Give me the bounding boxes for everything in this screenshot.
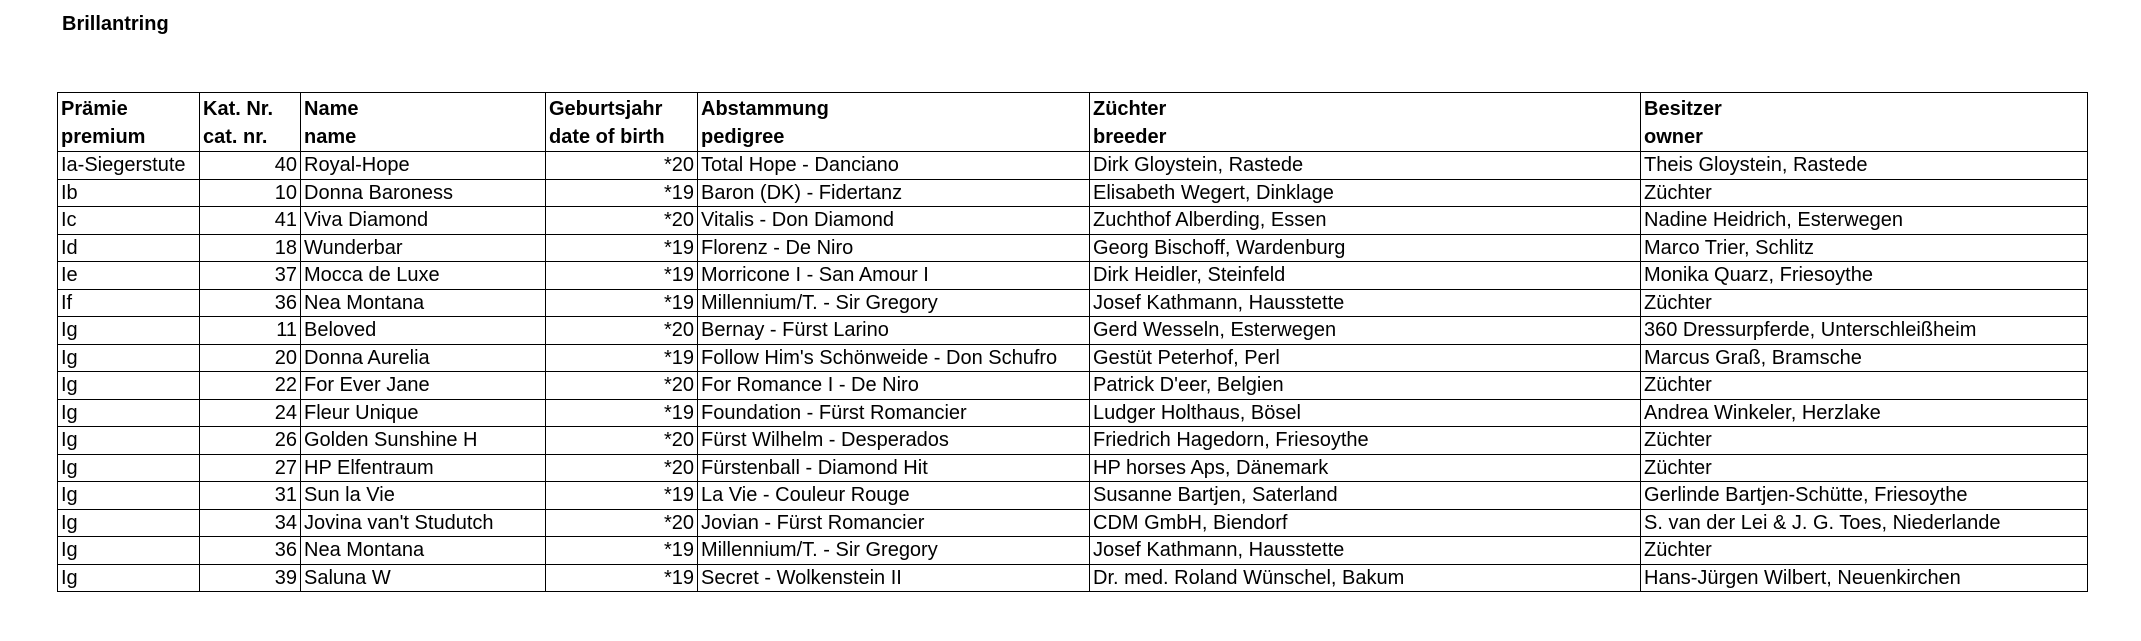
cell-cat-nr: 20 bbox=[200, 344, 301, 372]
header-name-en: name bbox=[304, 126, 357, 148]
header-birth bbox=[546, 93, 698, 152]
cell-birth: *20 bbox=[546, 152, 698, 180]
cell-cat-nr: 39 bbox=[200, 564, 301, 592]
cell-premium: Ig bbox=[58, 482, 200, 510]
cell-premium: Ig bbox=[58, 317, 200, 345]
cell-name: Nea Montana bbox=[301, 537, 546, 565]
cell-cat-nr: 36 bbox=[200, 289, 301, 317]
cell-pedigree: La Vie - Couleur Rouge bbox=[698, 482, 1090, 510]
cell-owner: Züchter bbox=[1641, 537, 2088, 565]
cell-owner: Marco Trier, Schlitz bbox=[1641, 234, 2088, 262]
header-premium-en: premium bbox=[61, 126, 146, 148]
cell-birth: *19 bbox=[546, 399, 698, 427]
cell-pedigree: Fürstenball - Diamond Hit bbox=[698, 454, 1090, 482]
cell-pedigree: Baron (DK) - Fidertanz bbox=[698, 179, 1090, 207]
header-cat-nr bbox=[200, 93, 301, 152]
cell-name: Mocca de Luxe bbox=[301, 262, 546, 290]
cell-breeder: Zuchthof Alberding, Essen bbox=[1090, 207, 1641, 235]
cell-premium: Ic bbox=[58, 207, 200, 235]
cell-pedigree: Total Hope - Danciano bbox=[698, 152, 1090, 180]
cell-birth: *19 bbox=[546, 262, 698, 290]
cell-premium: Ig bbox=[58, 399, 200, 427]
cell-breeder: Dirk Gloystein, Rastede bbox=[1090, 152, 1641, 180]
cell-owner: Theis Gloystein, Rastede bbox=[1641, 152, 2088, 180]
cell-pedigree: Bernay - Fürst Larino bbox=[698, 317, 1090, 345]
document-title: Brillantring bbox=[62, 13, 169, 35]
table-row bbox=[58, 344, 2088, 372]
cell-pedigree: Jovian - Fürst Romancier bbox=[698, 509, 1090, 537]
cell-owner: Züchter bbox=[1641, 427, 2088, 455]
cell-premium: Ig bbox=[58, 372, 200, 400]
table-row bbox=[58, 564, 2088, 592]
cell-name: Wunderbar bbox=[301, 234, 546, 262]
table-row bbox=[58, 262, 2088, 290]
cell-birth: *19 bbox=[546, 537, 698, 565]
header-cat-nr-de: Kat. Nr. bbox=[203, 98, 274, 120]
table-row bbox=[58, 234, 2088, 262]
table-row bbox=[58, 207, 2088, 235]
header-premium bbox=[58, 93, 200, 152]
cell-pedigree: Morricone I - San Amour I bbox=[698, 262, 1090, 290]
cell-breeder: Friedrich Hagedorn, Friesoythe bbox=[1090, 427, 1641, 455]
cell-pedigree: Millennium/T. - Sir Gregory bbox=[698, 289, 1090, 317]
cell-cat-nr: 36 bbox=[200, 537, 301, 565]
cell-name: Jovina van't Studutch bbox=[301, 509, 546, 537]
cell-birth: *19 bbox=[546, 344, 698, 372]
cell-birth: *20 bbox=[546, 454, 698, 482]
cell-cat-nr: 18 bbox=[200, 234, 301, 262]
cell-cat-nr: 40 bbox=[200, 152, 301, 180]
header-pedigree bbox=[698, 93, 1090, 152]
cell-name: Beloved bbox=[301, 317, 546, 345]
cell-name: Fleur Unique bbox=[301, 399, 546, 427]
header-name-de: Name bbox=[304, 98, 359, 120]
cell-breeder: Dr. med. Roland Wünschel, Bakum bbox=[1090, 564, 1641, 592]
header-breeder-en: breeder bbox=[1093, 126, 1167, 148]
cell-breeder: Ludger Holthaus, Bösel bbox=[1090, 399, 1641, 427]
cell-premium: If bbox=[58, 289, 200, 317]
cell-name: Sun la Vie bbox=[301, 482, 546, 510]
cell-cat-nr: 31 bbox=[200, 482, 301, 510]
table-row bbox=[58, 509, 2088, 537]
cell-pedigree: Fürst Wilhelm - Desperados bbox=[698, 427, 1090, 455]
cell-birth: *19 bbox=[546, 179, 698, 207]
cell-premium: Ig bbox=[58, 537, 200, 565]
cell-cat-nr: 34 bbox=[200, 509, 301, 537]
cell-birth: *20 bbox=[546, 317, 698, 345]
cell-name: HP Elfentraum bbox=[301, 454, 546, 482]
cell-birth: *20 bbox=[546, 427, 698, 455]
cell-owner: Züchter bbox=[1641, 454, 2088, 482]
cell-pedigree: Millennium/T. - Sir Gregory bbox=[698, 537, 1090, 565]
cell-pedigree: Florenz - De Niro bbox=[698, 234, 1090, 262]
cell-name: Donna Aurelia bbox=[301, 344, 546, 372]
cell-premium: Ig bbox=[58, 344, 200, 372]
header-owner bbox=[1641, 93, 2088, 152]
cell-owner: Andrea Winkeler, Herzlake bbox=[1641, 399, 2088, 427]
header-breeder-de: Züchter bbox=[1093, 98, 1167, 120]
header-name bbox=[301, 93, 546, 152]
cell-cat-nr: 41 bbox=[200, 207, 301, 235]
cell-breeder: Dirk Heidler, Steinfeld bbox=[1090, 262, 1641, 290]
cell-premium: Ig bbox=[58, 564, 200, 592]
header-owner-de: Besitzer bbox=[1644, 98, 1722, 120]
cell-owner: Gerlinde Bartjen-Schütte, Friesoythe bbox=[1641, 482, 2088, 510]
table-row bbox=[58, 289, 2088, 317]
cell-owner: Marcus Graß, Bramsche bbox=[1641, 344, 2088, 372]
table-row bbox=[58, 372, 2088, 400]
cell-birth: *19 bbox=[546, 564, 698, 592]
cell-name: Viva Diamond bbox=[301, 207, 546, 235]
cell-breeder: Elisabeth Wegert, Dinklage bbox=[1090, 179, 1641, 207]
cell-breeder: Gerd Wesseln, Esterwegen bbox=[1090, 317, 1641, 345]
cell-owner: Hans-Jürgen Wilbert, Neuenkirchen bbox=[1641, 564, 2088, 592]
cell-pedigree: For Romance I - De Niro bbox=[698, 372, 1090, 400]
cell-pedigree: Secret - Wolkenstein II bbox=[698, 564, 1090, 592]
cell-breeder: Susanne Bartjen, Saterland bbox=[1090, 482, 1641, 510]
cell-birth: *20 bbox=[546, 372, 698, 400]
table-row bbox=[58, 482, 2088, 510]
cell-birth: *20 bbox=[546, 509, 698, 537]
table-row bbox=[58, 179, 2088, 207]
cell-cat-nr: 24 bbox=[200, 399, 301, 427]
cell-pedigree: Foundation - Fürst Romancier bbox=[698, 399, 1090, 427]
cell-cat-nr: 22 bbox=[200, 372, 301, 400]
cell-name: For Ever Jane bbox=[301, 372, 546, 400]
table-row bbox=[58, 152, 2088, 180]
cell-breeder: Georg Bischoff, Wardenburg bbox=[1090, 234, 1641, 262]
cell-breeder: Josef Kathmann, Hausstette bbox=[1090, 289, 1641, 317]
header-pedigree-en: pedigree bbox=[701, 126, 785, 148]
cell-cat-nr: 27 bbox=[200, 454, 301, 482]
table-row bbox=[58, 317, 2088, 345]
cell-name: Nea Montana bbox=[301, 289, 546, 317]
cell-birth: *19 bbox=[546, 482, 698, 510]
cell-cat-nr: 11 bbox=[200, 317, 301, 345]
cell-owner: Monika Quarz, Friesoythe bbox=[1641, 262, 2088, 290]
cell-owner: Züchter bbox=[1641, 179, 2088, 207]
cell-breeder: Josef Kathmann, Hausstette bbox=[1090, 537, 1641, 565]
table-row bbox=[58, 399, 2088, 427]
cell-breeder: Gestüt Peterhof, Perl bbox=[1090, 344, 1641, 372]
cell-cat-nr: 26 bbox=[200, 427, 301, 455]
cell-premium: Ia-Siegerstute bbox=[58, 152, 200, 180]
cell-owner: Züchter bbox=[1641, 289, 2088, 317]
cell-premium: Ig bbox=[58, 454, 200, 482]
cell-owner: S. van der Lei & J. G. Toes, Niederlande bbox=[1641, 509, 2088, 537]
header-breeder bbox=[1090, 93, 1641, 152]
cell-pedigree: Vitalis - Don Diamond bbox=[698, 207, 1090, 235]
cell-pedigree: Follow Him's Schönweide - Don Schufro bbox=[698, 344, 1090, 372]
cell-cat-nr: 10 bbox=[200, 179, 301, 207]
header-owner-en: owner bbox=[1644, 126, 1703, 148]
cell-cat-nr: 37 bbox=[200, 262, 301, 290]
cell-name: Golden Sunshine H bbox=[301, 427, 546, 455]
header-cat-nr-en: cat. nr. bbox=[203, 126, 268, 148]
cell-name: Saluna W bbox=[301, 564, 546, 592]
cell-premium: Ig bbox=[58, 509, 200, 537]
cell-breeder: Patrick D'eer, Belgien bbox=[1090, 372, 1641, 400]
header-premium-de: Prämie bbox=[61, 98, 128, 120]
cell-owner: 360 Dressurpferde, Unterschleißheim bbox=[1641, 317, 2088, 345]
cell-birth: *19 bbox=[546, 289, 698, 317]
cell-owner: Nadine Heidrich, Esterwegen bbox=[1641, 207, 2088, 235]
header-pedigree-de: Abstammung bbox=[701, 98, 829, 120]
table-row bbox=[58, 427, 2088, 455]
cell-birth: *19 bbox=[546, 234, 698, 262]
header-birth-en: date of birth bbox=[549, 126, 665, 148]
cell-breeder: CDM GmbH, Biendorf bbox=[1090, 509, 1641, 537]
table-header-row bbox=[58, 93, 2088, 152]
cell-breeder: HP horses Aps, Dänemark bbox=[1090, 454, 1641, 482]
cell-birth: *20 bbox=[546, 207, 698, 235]
results-table bbox=[57, 92, 2088, 592]
cell-owner: Züchter bbox=[1641, 372, 2088, 400]
header-birth-de: Geburtsjahr bbox=[549, 98, 663, 120]
cell-premium: Id bbox=[58, 234, 200, 262]
cell-premium: Ig bbox=[58, 427, 200, 455]
table-row bbox=[58, 537, 2088, 565]
table-row bbox=[58, 454, 2088, 482]
cell-premium: Ib bbox=[58, 179, 200, 207]
cell-name: Donna Baroness bbox=[301, 179, 546, 207]
cell-name: Royal-Hope bbox=[301, 152, 546, 180]
cell-premium: Ie bbox=[58, 262, 200, 290]
